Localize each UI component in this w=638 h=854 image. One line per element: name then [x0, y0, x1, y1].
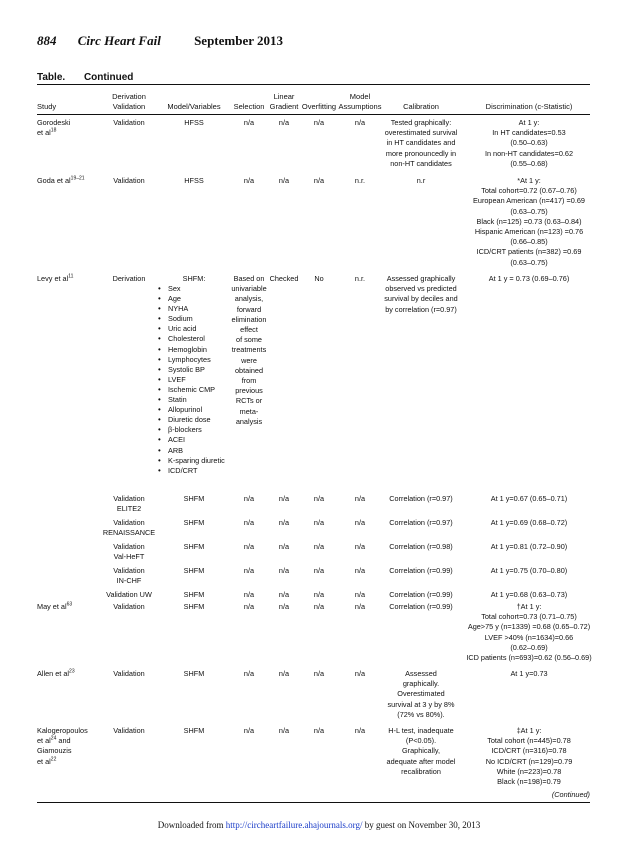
overfitting-goda: n/a	[313, 176, 325, 185]
discrimination-may-line: (0.62–0.69)	[510, 642, 548, 652]
discrimination-kalogeropoulos	[462, 726, 596, 787]
calibration-levy-line: observed vs predicted	[385, 284, 457, 294]
model-gorodeski: HFSS	[184, 118, 204, 127]
reference-giamouzis: 22	[50, 756, 57, 763]
reference-kalogeropoulos: 24	[50, 735, 57, 742]
discrimination-levy: At 1 y = 0.73 (0.69–0.76)	[488, 274, 570, 283]
linear-gorodeski: n/a	[278, 118, 290, 127]
discrimination-kalog-line: Black (n=198)=0.79	[497, 777, 561, 787]
discrimination-gorodeski-line: (0.50–0.63)	[510, 138, 548, 148]
dv-valheft	[104, 542, 154, 562]
calibration-gorodeski	[376, 118, 466, 169]
discrimination-kalog-line: ‡At 1 y:	[516, 726, 542, 735]
list-item: • Sodium	[158, 314, 225, 324]
model-levy: SHFM:	[182, 274, 206, 283]
col-header-derivation-line1: Derivation	[112, 92, 146, 101]
discrimination-goda-line: European American (n=417) =0.69	[473, 196, 585, 206]
calibration-allen-line: graphically.	[402, 679, 440, 689]
calibration-allen-line: Overestimated	[397, 689, 445, 699]
discrimination-kalog-line: Total cohort (n=445)=0.78	[487, 736, 571, 746]
calibration-gorodeski-line: non-HT candidates	[390, 158, 452, 168]
calibration-may: Correlation (r=0.99)	[389, 602, 453, 611]
selection-levy-line: of some	[236, 335, 262, 345]
running-header	[37, 33, 283, 49]
discrimination-kalog-line: No ICD/CRT (n=129)=0.79	[485, 756, 573, 766]
model-elite2: SHFM	[183, 494, 205, 503]
dv-line: Validation	[113, 566, 145, 575]
table-caption	[37, 72, 133, 83]
selection-levy-line: treatments	[231, 345, 267, 355]
study-kalog-line: and	[58, 736, 71, 746]
calibration-valheft: Correlation (r=0.98)	[389, 542, 453, 551]
calibration-gorodeski-line: in HT candidates and	[386, 138, 456, 148]
col-header-study: Study	[37, 102, 57, 111]
col-header-selection: Selection	[233, 102, 265, 111]
discrimination-goda-line: (0.63–0.75)	[510, 206, 548, 216]
discrimination-may	[462, 602, 596, 663]
model-inchf: SHFM	[183, 566, 205, 575]
study-goda	[37, 176, 85, 186]
page-number: 884	[37, 33, 57, 48]
assumptions-renaissance: n/a	[354, 518, 366, 527]
calibration-gorodeski-line: overestimated survival	[384, 128, 458, 138]
study-kalog-line: Kalogeropoulos	[37, 726, 88, 735]
calibration-levy-line: survival by deciles and	[384, 294, 458, 304]
selection-levy-line: were	[241, 355, 257, 365]
calibration-inchf: Correlation (r=0.99)	[389, 566, 453, 575]
dv-goda: Validation	[113, 176, 145, 185]
linear-goda: n/a	[278, 176, 290, 185]
discrimination-elite2: At 1 y=0.67 (0.65–0.71)	[490, 494, 568, 503]
table-continued-label: Continued	[83, 72, 134, 83]
discrimination-gorodeski-line: (0.55–0.68)	[510, 158, 548, 168]
linear-uw: n/a	[278, 590, 290, 599]
list-item: • Ischemic CMP	[158, 385, 225, 395]
list-item: • Diuretic dose	[158, 415, 225, 425]
discrimination-inchf: At 1 y=0.75 (0.70–0.80)	[490, 566, 568, 575]
calibration-kalogeropoulos	[376, 726, 466, 777]
study-may	[37, 602, 72, 612]
discrimination-may-line: Age>75 y (n=1339) =0.68 (0.65–0.72)	[467, 622, 591, 632]
dv-elite2	[104, 494, 154, 514]
col-header-linear-line2: Gradient	[269, 102, 299, 111]
study-kalogeropoulos	[37, 726, 88, 767]
overfitting-gorodeski: n/a	[313, 118, 325, 127]
calibration-renaissance: Correlation (r=0.97)	[389, 518, 453, 527]
dv-line: Validation	[113, 542, 145, 551]
list-item: • Cholesterol	[158, 334, 225, 344]
table-label: Table.	[37, 72, 66, 83]
discrimination-goda-line: Black (n=125) =0.73 (0.63–0.84)	[476, 216, 582, 226]
reference-allen: 23	[69, 668, 75, 675]
table-bottom-rule	[37, 802, 590, 803]
list-item: • NYHA	[158, 304, 225, 314]
study-levy	[37, 274, 73, 284]
model-valheft: SHFM	[183, 542, 205, 551]
calibration-gorodeski-line: Tested graphically:	[390, 118, 452, 127]
reference-gorodeski: 18	[50, 127, 57, 134]
overfitting-elite2: n/a	[313, 494, 325, 503]
discrimination-goda	[462, 176, 596, 268]
study-gorodeski-line1: Gorodeski	[37, 118, 71, 127]
selection-levy-line: previous	[235, 386, 263, 396]
list-item: • β-blockers	[158, 425, 225, 435]
overfitting-levy: No	[314, 274, 324, 283]
discrimination-goda-line: *At 1 y:	[517, 176, 541, 185]
overfitting-uw: n/a	[313, 590, 325, 599]
calibration-allen-line: (72% vs 80%).	[397, 709, 445, 719]
continued-note: (Continued)	[551, 790, 590, 799]
selection-kalogeropoulos: n/a	[243, 726, 255, 735]
selection-elite2: n/a	[243, 494, 255, 503]
shfm-variable-list	[158, 284, 225, 476]
reference-goda: 19–21	[70, 175, 85, 182]
discrimination-allen: At 1 y=0.73	[510, 669, 548, 678]
col-header-linear-line1: Linear	[273, 92, 295, 101]
calibration-levy-line: Assessed graphically	[386, 274, 456, 283]
list-item: • ACEI	[158, 435, 225, 445]
model-goda: HFSS	[184, 176, 204, 185]
calibration-elite2: Correlation (r=0.97)	[389, 494, 453, 503]
assumptions-may: n/a	[354, 602, 366, 611]
selection-levy-line: Based on	[233, 274, 265, 283]
linear-inchf: n/a	[278, 566, 290, 575]
list-item: • LVEF	[158, 375, 225, 385]
discrimination-goda-line: (0.66–0.85)	[510, 237, 548, 247]
study-kalog-line: et al	[37, 736, 51, 746]
study-may-name: May et al	[37, 602, 67, 611]
col-header-derivation	[104, 92, 154, 112]
reference-levy: 11	[68, 273, 74, 280]
assumptions-inchf: n/a	[354, 566, 366, 575]
dv-uw	[100, 590, 158, 600]
assumptions-valheft: n/a	[354, 542, 366, 551]
calibration-kalog-line: recalibration	[401, 766, 441, 776]
discrimination-may-line: LVEF >40% (n=1634)=0.66	[484, 632, 574, 642]
linear-allen: n/a	[278, 669, 290, 678]
discrimination-gorodeski	[462, 118, 596, 169]
model-may: SHFM	[183, 602, 205, 611]
dv-allen: Validation	[113, 669, 145, 678]
model-renaissance: SHFM	[183, 518, 205, 527]
table-top-rule	[37, 84, 590, 85]
calibration-allen-line: Assessed	[405, 669, 437, 678]
dv-renaissance	[100, 518, 158, 538]
assumptions-levy: n.r.	[354, 274, 366, 283]
discrimination-gorodeski-line: In non-HT candidates=0.62	[484, 148, 574, 158]
calibration-allen-line: survival at 3 y by 8%	[387, 699, 455, 709]
discrimination-kalog-line: White (n=223)=0.78	[496, 766, 562, 776]
dv-line: Val-HeFT	[113, 552, 145, 562]
selection-levy-line: obtained	[235, 365, 263, 375]
selection-levy-line: RCTs or	[235, 396, 263, 406]
discrimination-uw: At 1 y=0.68 (0.63–0.73)	[490, 590, 568, 599]
dv-inchf	[104, 566, 154, 586]
list-item: • Allopurinol	[158, 405, 225, 415]
study-levy-name: Levy et al	[37, 274, 69, 283]
study-goda-name: Goda et al	[37, 176, 71, 185]
list-item: • Lymphocytes	[158, 355, 225, 365]
assumptions-uw: n/a	[354, 590, 366, 599]
download-footer	[0, 820, 638, 830]
selection-levy-line: from	[241, 376, 257, 386]
calibration-levy-line: by correlation (r=0.97)	[385, 304, 457, 314]
assumptions-goda: n.r.	[354, 176, 366, 185]
calibration-kalog-line: adequate after model	[386, 756, 456, 766]
overfitting-may: n/a	[313, 602, 325, 611]
dv-line: Validation	[113, 494, 145, 503]
calibration-kalog-line: (P<0.05).	[405, 736, 437, 746]
selection-gorodeski: n/a	[243, 118, 255, 127]
study-gorodeski	[37, 118, 70, 138]
discrimination-may-line: †At 1 y:	[516, 602, 542, 611]
discrimination-gorodeski-line: At 1 y:	[518, 118, 540, 127]
reference-may: 63	[66, 601, 73, 608]
selection-levy-line: forward	[236, 304, 262, 314]
selection-levy-line: effect	[240, 325, 258, 335]
dv-line: Validation UW	[106, 590, 152, 599]
dv-kalogeropoulos: Validation	[113, 726, 145, 735]
list-item: • Systolic BP	[158, 365, 225, 375]
dv-line: IN-CHF	[116, 576, 142, 586]
list-item: • K-sparing diuretic	[158, 456, 225, 466]
calibration-levy	[376, 274, 466, 315]
col-header-overfitting: Overfitting	[301, 102, 337, 111]
assumptions-gorodeski: n/a	[354, 118, 366, 127]
issue-date: September 2013	[194, 33, 284, 48]
model-uw: SHFM	[183, 590, 205, 599]
list-item: • ICD/CRT	[158, 466, 225, 476]
col-header-assumptions-line1: Model	[349, 92, 371, 101]
assumptions-kalogeropoulos: n/a	[354, 726, 366, 735]
journal-name: Circ Heart Fail	[77, 33, 161, 48]
dv-line: ELITE2	[116, 504, 142, 514]
linear-may: n/a	[278, 602, 290, 611]
selection-levy-line: meta-	[239, 406, 259, 416]
list-item: • Sex	[158, 284, 225, 294]
list-item: • Hemoglobin	[158, 345, 225, 355]
dv-gorodeski: Validation	[113, 118, 145, 127]
linear-kalogeropoulos: n/a	[278, 726, 290, 735]
col-header-discrimination: Discrimination (c-Statistic)	[485, 102, 573, 111]
selection-levy-line: elimination	[231, 314, 267, 324]
discrimination-goda-line: Hispanic American (n=123) =0.76	[474, 227, 584, 237]
discrimination-goda-line: (0.63–0.75)	[510, 257, 548, 267]
dv-may: Validation	[113, 602, 145, 611]
selection-levy-line: analysis,	[234, 294, 264, 304]
overfitting-allen: n/a	[313, 669, 325, 678]
overfitting-renaissance: n/a	[313, 518, 325, 527]
col-header-calibration: Calibration	[403, 102, 439, 111]
selection-goda: n/a	[243, 176, 255, 185]
study-kalog-line: et al	[37, 756, 51, 766]
col-header-model: Model/Variables	[167, 102, 221, 111]
selection-levy-line: univariable	[231, 284, 267, 294]
linear-renaissance: n/a	[278, 518, 290, 527]
table-header-rule	[37, 114, 590, 115]
calibration-gorodeski-line: more pronouncedly in	[385, 148, 457, 158]
selection-levy-line: analysis	[235, 416, 263, 426]
assumptions-allen: n/a	[354, 669, 366, 678]
discrimination-may-line: Total cohort=0.73 (0.71–0.75)	[481, 612, 577, 622]
overfitting-inchf: n/a	[313, 566, 325, 575]
col-header-derivation-line2: Validation	[112, 102, 146, 111]
discrimination-valheft: At 1 y=0.81 (0.72–0.90)	[490, 542, 568, 551]
list-item: • Statin	[158, 395, 225, 405]
calibration-allen	[376, 669, 466, 720]
linear-levy: Checked	[269, 274, 299, 283]
calibration-uw: Correlation (r=0.99)	[389, 590, 453, 599]
discrimination-goda-line: ICD/CRT patients (n=382) =0.69	[476, 247, 582, 257]
study-allen	[37, 669, 75, 679]
calibration-kalog-line: H-L test, inadequate	[388, 726, 454, 735]
journal-link[interactable]: http://circheartfailure.ahajournals.org/	[225, 820, 363, 830]
dv-levy: Derivation	[112, 274, 146, 283]
selection-inchf: n/a	[243, 566, 255, 575]
assumptions-elite2: n/a	[354, 494, 366, 503]
selection-uw: n/a	[243, 590, 255, 599]
discrimination-renaissance: At 1 y=0.69 (0.68–0.72)	[490, 518, 568, 527]
selection-valheft: n/a	[243, 542, 255, 551]
discrimination-may-line: ICD patients (n=693)=0.62 (0.56–0.69)	[466, 653, 592, 663]
dv-line: RENAISSANCE	[102, 528, 156, 538]
calibration-kalog-line: Graphically,	[402, 746, 440, 756]
overfitting-kalogeropoulos: n/a	[313, 726, 325, 735]
selection-renaissance: n/a	[243, 518, 255, 527]
model-kalogeropoulos: SHFM	[183, 726, 205, 735]
calibration-goda: n.r	[416, 176, 426, 185]
list-item: • Uric acid	[158, 324, 225, 334]
footer-prefix: Downloaded from	[157, 820, 226, 830]
dv-line: Validation	[113, 518, 145, 527]
footer-suffix: by guest on November 30, 2013	[362, 820, 481, 830]
study-allen-name: Allen et al	[37, 669, 70, 678]
selection-allen: n/a	[243, 669, 255, 678]
study-kalog-line: Giamouzis	[37, 746, 72, 756]
discrimination-gorodeski-line: In HT candidates=0.53	[492, 128, 566, 138]
col-header-assumptions-line2: Assumptions	[338, 102, 382, 111]
study-gorodeski-line2: et al	[37, 128, 51, 138]
list-item: • Age	[158, 294, 225, 304]
selection-may: n/a	[243, 602, 255, 611]
discrimination-goda-line: Total cohort=0.72 (0.67–0.76)	[481, 186, 577, 196]
selection-levy	[229, 274, 269, 427]
model-allen: SHFM	[183, 669, 205, 678]
linear-valheft: n/a	[278, 542, 290, 551]
col-header-linear	[266, 92, 302, 112]
discrimination-kalog-line: ICD/CRT (n=316)=0.78	[491, 746, 567, 756]
overfitting-valheft: n/a	[313, 542, 325, 551]
linear-elite2: n/a	[278, 494, 290, 503]
list-item: • ARB	[158, 446, 225, 456]
